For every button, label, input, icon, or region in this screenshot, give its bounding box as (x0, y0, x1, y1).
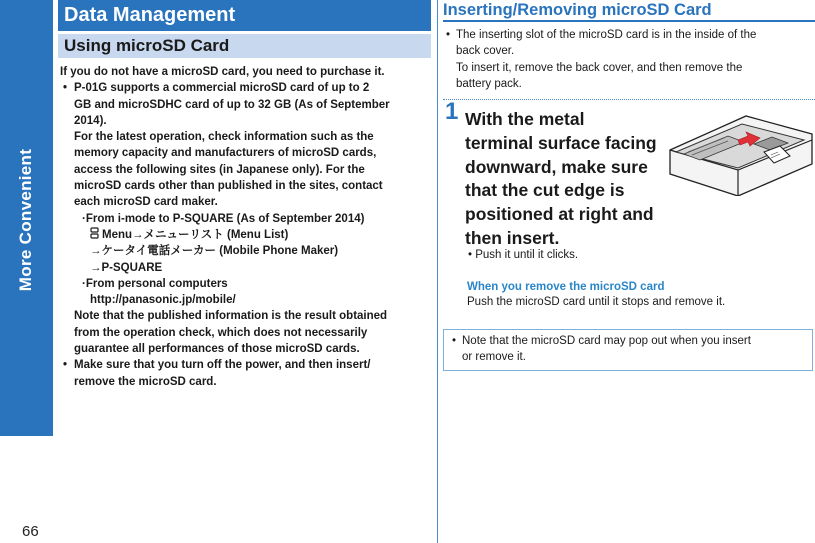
left-body (58, 64, 431, 390)
bullet-dot: • (63, 82, 68, 95)
note-bullet (449, 333, 804, 365)
line: The inserting slot of the microSD card is in the inside of the (456, 29, 757, 41)
section-title: Data Management (58, 0, 431, 31)
remove-heading: When you remove the microSD card (467, 281, 665, 294)
chapter-label: More Convenient (16, 148, 36, 292)
line: P-01G supports a commercial microSD card of up to 2 (74, 82, 370, 95)
imode-path-3: →P-SQUARE (90, 261, 163, 274)
bullet-dot: • (452, 335, 457, 348)
line: back cover. (456, 45, 515, 58)
menu-key-icon (90, 227, 99, 239)
line: memory capacity and manufacturers of microSD cards, (74, 147, 377, 160)
step-1 (443, 98, 815, 276)
line: guarantee all performances of those microSD cards. (74, 343, 360, 356)
chapter-side-tab (0, 0, 53, 543)
left-column (58, 0, 431, 390)
info-bullet (443, 27, 815, 92)
step-instruction: With the metal terminal surface facing downward, make sure that the cut edge is positioned at right and then insert. (465, 109, 657, 248)
step-sub-note: • Push it until it clicks. (468, 249, 579, 262)
subsection-title: Inserting/Removing microSD Card (443, 0, 815, 22)
line: from the operation check, which does not necessarily (74, 326, 368, 339)
section-subtitle: Using microSD Card (58, 34, 431, 58)
line: To insert it, remove the back cover, and then remove the (456, 61, 743, 74)
bullet-supported-cards (60, 80, 431, 357)
line: For the latest operation, check information such as the (74, 131, 374, 144)
line: remove the microSD card. (74, 375, 217, 388)
pc-heading: ·From personal computers (82, 277, 228, 290)
intro-text: If you do not have a microSD card, you need to purchase it. (60, 66, 385, 78)
line: GB and microSDHC card of up to 32 GB (As of September (74, 98, 390, 111)
line: or remove it. (462, 351, 526, 364)
right-body (443, 27, 815, 371)
line: Note that the published information is the result obtained (74, 310, 388, 323)
line: Make sure that you turn off the power, and then insert/ (74, 359, 371, 372)
dotted-separator (443, 99, 815, 100)
remove-instructions (467, 280, 815, 310)
bullet-dot: • (63, 359, 68, 372)
line: battery pack. (456, 77, 522, 90)
line: access the following sites (in Japanese only). For the (74, 163, 365, 176)
bullet-power-off (60, 357, 431, 390)
bullet-dot: • (446, 29, 451, 41)
pc-url: http://panasonic.jp/mobile/ (90, 294, 236, 307)
imode-heading: ·From i-mode to P-SQUARE (As of September 2014) (82, 212, 365, 225)
imode-block (74, 211, 431, 309)
microsd-insert-illustration (668, 112, 814, 196)
remove-text: Push the microSD card until it stops and remove it. (467, 296, 726, 309)
line: microSD cards other than published in the sites, contact (74, 180, 383, 193)
line: 2014). (74, 114, 107, 127)
step-number: 1 (445, 98, 459, 126)
right-column (443, 0, 815, 371)
column-divider (437, 0, 438, 543)
imode-path-1: Menu→メニューリスト (Menu List) (82, 227, 431, 243)
line: Note that the microSD card may pop out when you insert (462, 335, 751, 348)
side-tab-marker (0, 400, 53, 436)
page-number: 66 (22, 523, 39, 540)
note-box (443, 329, 813, 370)
line: each microSD card maker. (74, 196, 218, 209)
imode-path-2: →ケータイ電話メーカー (Mobile Phone Maker) (90, 245, 339, 258)
